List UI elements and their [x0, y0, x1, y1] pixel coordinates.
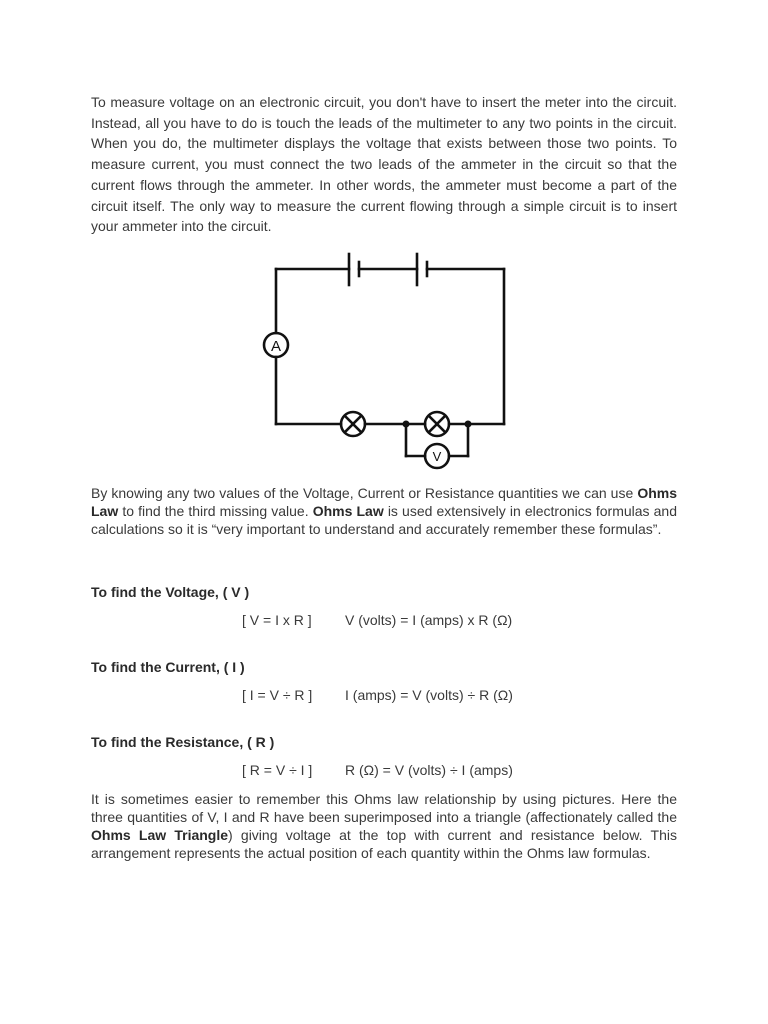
triangle-text-b: ) giving voltage at the top with current and resistance below. This arrangement represents the actual position of each quantity within the Ohms law formulas.: [91, 827, 677, 861]
ohms-law-term-1: Ohms Law: [91, 485, 677, 519]
triangle-text-a: It is sometimes easier to remember this Ohms law relationship by using pictures. Here the three quantities of V, I and R have been superimposed into a triangle (affectionately called the: [91, 791, 677, 825]
voltmeter-label: V: [432, 449, 442, 464]
current-heading: To find the Current, ( I ): [91, 659, 245, 675]
ohms-law-paragraph: [91, 484, 677, 538]
voltage-formula-short: [ V = I x R ]: [242, 612, 312, 628]
voltage-formula-expr: V (volts) = I (amps) x R (Ω): [345, 612, 513, 628]
resistance-formula-short: [ R = V ÷ I ]: [242, 762, 313, 778]
ohms-text-a: By knowing any two values of the Voltage, Current or Resistance quantities we can use: [91, 485, 638, 501]
voltage-formula: [242, 612, 512, 628]
ohms-text-c: is used extensively in electronics formulas and calculations so it is “very important to understand and accurately remember these formulas”.: [91, 503, 677, 537]
resistance-formula-expr: R (Ω) = V (volts) ÷ I (amps): [345, 762, 513, 778]
triangle-paragraph: [91, 790, 677, 862]
ohms-text-b: to find the third missing value.: [118, 503, 313, 519]
ohms-law-term-2: Ohms Law: [312, 503, 384, 519]
intro-paragraph: To measure voltage on an electronic circuit, you don't have to insert the meter into the circuit. Instead, all you have to do is touch the leads of the multimeter to any two points in the circuit. When you do, the multimeter displays the voltage that exists between those two points. To measure current, you must connect the two leads of the ammeter in the circuit so that the current flows through the ammeter. In other words, the ammeter must become a part of the circuit itself. The only way to measure the current flowing through a simple circuit is to insert your ammeter into the circuit.: [91, 94, 677, 235]
junction-right: [465, 421, 472, 428]
current-formula: [242, 687, 513, 703]
resistance-heading: To find the Resistance, ( R ): [91, 734, 275, 750]
ohms-law-triangle-term: Ohms Law Triangle: [91, 827, 229, 843]
voltage-heading: To find the Voltage, ( V ): [91, 584, 250, 600]
resistance-formula: [242, 762, 513, 778]
current-formula-expr: I (amps) = V (volts) ÷ R (Ω): [345, 687, 513, 703]
current-formula-short: [ I = V ÷ R ]: [242, 687, 313, 703]
junction-left: [403, 421, 410, 428]
ammeter-label: A: [270, 338, 282, 355]
